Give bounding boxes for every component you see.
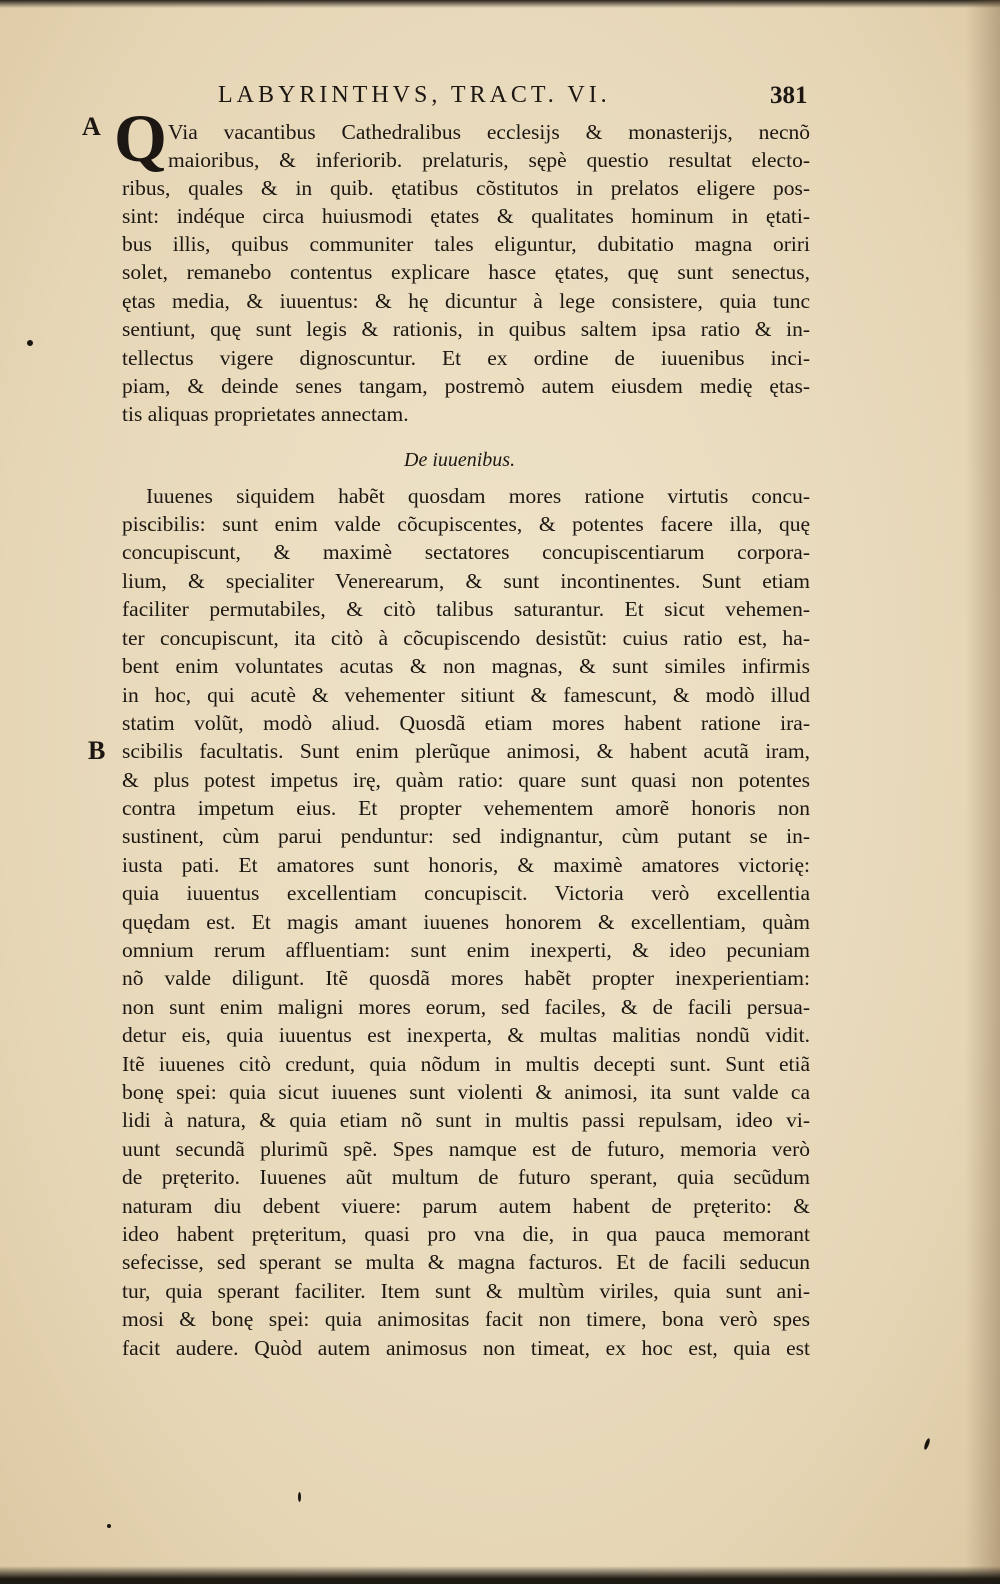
- text-line: Itẽ iuuenes citò credunt, quia nõdum in multis decepti sunt. Sunt etiã: [122, 1052, 810, 1076]
- text-line: contra impetum eius. Et propter vehementem amorẽ honoris non: [122, 796, 810, 820]
- text-line: iusta pati. Et amatores sunt honoris, & maximè amatores victorię:: [122, 853, 810, 877]
- text-line: sefecisse, sed sperant se multa & magna facturos. Et de facili seducun: [122, 1250, 810, 1274]
- text-line: bent enim voluntates acutas & non magnas, & sunt similes infirmis: [122, 654, 810, 678]
- text-line: detur eis, quia iuuentus est inexperta, & multas malitias nondũ vidit.: [122, 1023, 810, 1047]
- text-line: tis aliquas proprietates annectam.: [122, 402, 409, 426]
- text-line: lidi à natura, & quia etiam nõ sunt in multis passi repulsam, ideo vi-: [122, 1108, 810, 1132]
- text-line: quia iuuentus excellentiam concupiscit. Victoria verò excellentia: [122, 881, 810, 905]
- text-line: omnium rerum affluentiam: sunt enim inexperti, & ideo pecuniam: [122, 938, 810, 962]
- page-top-shadow: [0, 0, 1000, 8]
- text-line: solet, remanebo contentus explicare hasce ętates, quę sunt senectus,: [122, 260, 810, 284]
- text-line: in hoc, qui acutè & vehementer sitiunt & famescunt, & modò illud: [122, 683, 810, 707]
- text-line: bonę spei: quia sicut iuuenes sunt violenti & animosi, ita sunt valde ca: [122, 1080, 810, 1104]
- text-line: sint: indéque circa huiusmodi ętates & qualitates hominum in ętati-: [122, 204, 810, 228]
- text-line: sustinent, cùm parui penduntur: sed indignantur, cùm putant se in-: [122, 824, 810, 848]
- text-line: mosi & bonę spei: quia animositas facit non timere, bona verò spes: [122, 1307, 810, 1331]
- text-line: scibilis facultatis. Sunt enim plerũque animosi, & habent acutã iram,: [122, 739, 810, 763]
- page-number: 381: [770, 82, 808, 109]
- page-edge-shading: [965, 0, 1000, 1584]
- text-line: sentiunt, quę sunt legis & rationis, in quibus saltem ipsa ratio & in-: [122, 317, 810, 341]
- text-line: piam, & deinde senes tangam, postremò autem eiusdem medię ętas-: [122, 374, 810, 398]
- text-line: & plus potest impetus irę, quàm ratio: quare sunt quasi non potentes: [122, 768, 810, 792]
- page-bottom-shadow: [0, 1566, 1000, 1584]
- text-line: maioribus, & inferiorib. prelaturis, sępè questio resultat electo-: [168, 148, 810, 172]
- ink-speck: [27, 340, 33, 346]
- margin-marker-a: A: [82, 112, 101, 141]
- text-line: statim volũt, modò aliud. Quosdã etiam mores habent ratione ira-: [122, 711, 810, 735]
- text-line: facit audere. Quòd autem animosus non timeat, ex hoc est, quia est: [122, 1336, 810, 1360]
- text-line: tellectus vigere dignoscuntur. Et ex ordine de iuuenibus inci-: [122, 346, 810, 370]
- ink-speck: [298, 1492, 301, 1502]
- text-line: bus illis, quibus communiter tales eliguntur, dubitatio magna oriri: [122, 232, 810, 256]
- text-line: faciliter permutabiles, & citò talibus saturantur. Et sicut vehemen-: [122, 597, 810, 621]
- text-line: uunt secundã plurimũ spẽ. Spes namque est de futuro, memoria verò: [122, 1137, 810, 1161]
- text-line: tur, quia sperant faciliter. Item sunt & multùm viriles, quia sunt ani-: [122, 1279, 810, 1303]
- text-line: piscibilis: sunt enim valde cõcupiscentes, & potentes facere illa, quę: [122, 512, 810, 536]
- text-line: Iuuenes siquidem habẽt quosdam mores ratione virtutis concu-: [146, 484, 810, 508]
- text-line: ribus, quales & in quib. ętatibus cõstitutos in prelatos eligere pos-: [122, 176, 810, 200]
- running-head: LABYRINTHVS, TRACT. VI.: [218, 82, 611, 108]
- text-line: Via vacantibus Cathedralibus ecclesijs & monasterijs, necnõ: [168, 120, 810, 144]
- text-line: ideo habent pręteritum, quasi pro vna die, in qua pauca memorant: [122, 1222, 810, 1246]
- text-line: ętas media, & iuuentus: & hę dicuntur à lege consistere, quia tunc: [122, 289, 810, 313]
- text-line: non sunt enim maligni mores eorum, sed faciles, & de facili persua-: [122, 995, 810, 1019]
- ink-speck: [107, 1524, 111, 1528]
- text-line: lium, & specialiter Venerearum, & sunt incontinentes. Sunt etiam: [122, 569, 810, 593]
- ink-speck: [923, 1438, 931, 1451]
- text-line: concupiscunt, & maximè sectatores concupiscentiarum corpora-: [122, 540, 810, 564]
- section-heading: De iuuenibus.: [404, 449, 516, 471]
- text-line: de pręterito. Iuuenes aũt multum de futuro sperant, quia secũdum: [122, 1165, 810, 1189]
- text-line: quędam est. Et magis amant iuuenes honorem & excellentiam, quàm: [122, 910, 810, 934]
- text-line: naturam diu debent viuere: parum autem habent de pręterito: &: [122, 1194, 810, 1218]
- margin-marker-b: B: [88, 736, 106, 765]
- text-line: nõ valde diligunt. Itẽ quosdã mores habẽt propter inexperientiam:: [122, 966, 810, 990]
- text-line: ter concupiscunt, ita citò à cõcupiscendo desistũt: cuius ratio est, ha-: [122, 626, 810, 650]
- initial-letter: Q: [114, 100, 167, 176]
